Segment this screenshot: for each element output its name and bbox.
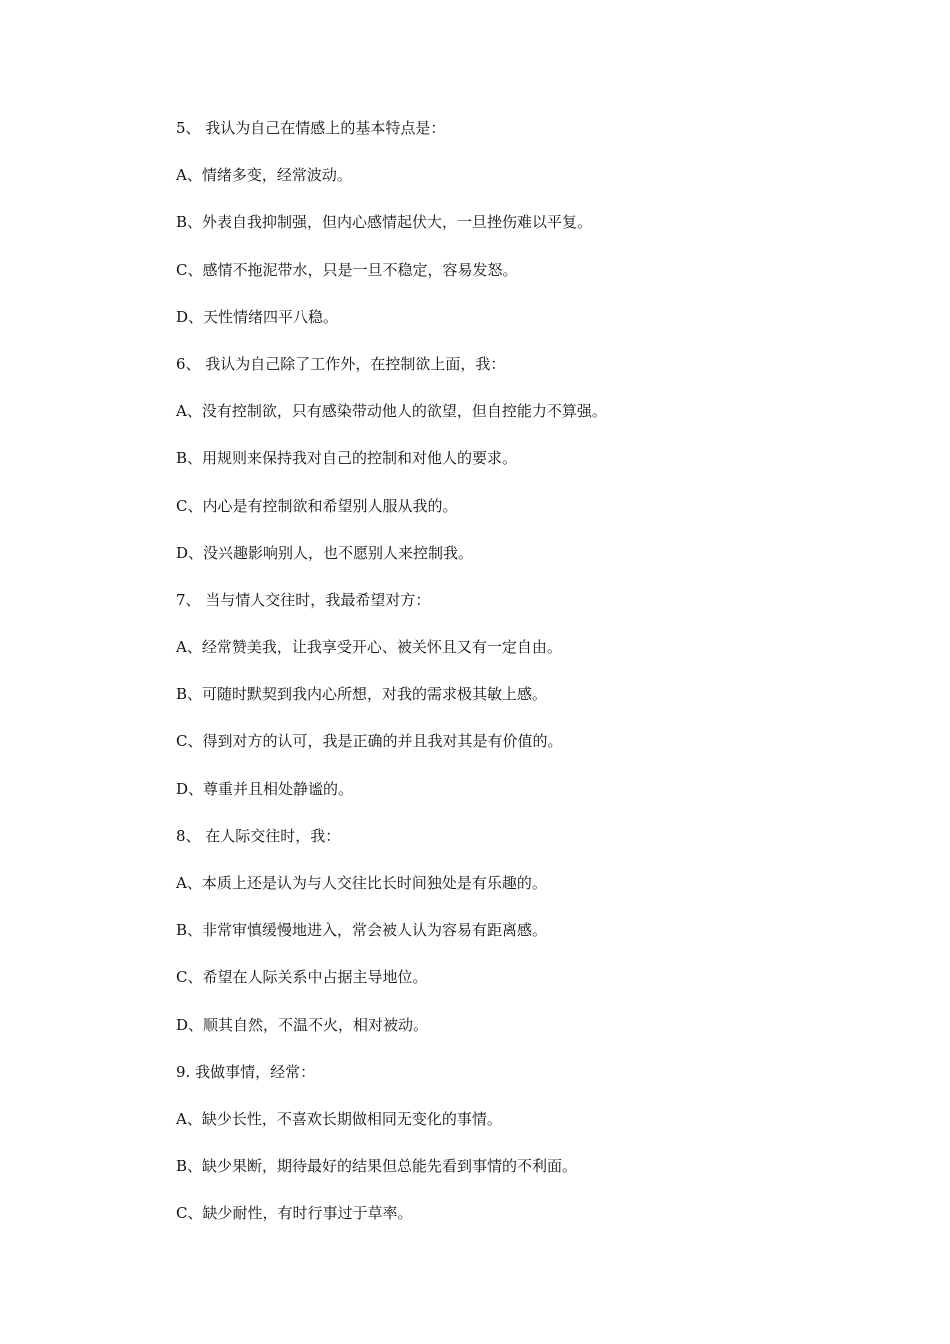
question-5-option-b: B、外表自我抑制强，但内心感情起伏大，一旦挫伤难以平复。 xyxy=(176,213,593,232)
question-8-option-b: B、非常审慎缓慢地进入，常会被人认为容易有距离感。 xyxy=(176,921,548,940)
question-6-text: 6、 我认为自己除了工作外，在控制欲上面，我： xyxy=(176,354,506,373)
question-9-text: 9. 我做事情，经常： xyxy=(176,1062,316,1081)
question-6-option-a: A、没有控制欲，只有感染带动他人的欲望，但自控能力不算强。 xyxy=(176,402,607,421)
question-5-option-c: C、感情不拖泥带水，只是一旦不稳定，容易发怒。 xyxy=(176,260,518,279)
question-8-option-c: C、希望在人际关系中占据主导地位。 xyxy=(176,968,428,987)
questionnaire-body xyxy=(176,118,876,1251)
question-8-option-d: D、顺其自然，不温不火，相对被动。 xyxy=(176,1015,429,1034)
question-8-text: 8、 在人际交往时，我： xyxy=(176,826,341,845)
question-7-option-b: B、可随时默契到我内心所想，对我的需求极其敏上感。 xyxy=(176,685,548,704)
question-6-option-c: C、内心是有控制欲和希望别人服从我的。 xyxy=(176,496,458,515)
question-9-option-a: A、缺少长性，不喜欢长期做相同无变化的事情。 xyxy=(176,1109,502,1128)
question-6-option-b: B、用规则来保持我对自己的控制和对他人的要求。 xyxy=(176,449,518,468)
question-7-option-d: D、尊重并且相处静谧的。 xyxy=(176,779,354,798)
question-9-option-c: C、缺少耐性，有时行事过于草率。 xyxy=(176,1204,413,1223)
question-6-option-d: D、没兴趣影响别人，也不愿别人来控制我。 xyxy=(176,543,474,562)
question-5-text: 5、 我认为自己在情感上的基本特点是： xyxy=(176,119,446,137)
question-8-option-a: A、本质上还是认为与人交往比长时间独处是有乐趣的。 xyxy=(176,874,547,892)
question-5-option-d: D、天性情绪四平八稳。 xyxy=(176,307,339,326)
question-7-option-a: A、经常赞美我，让我享受开心、被关怀且又有一定自由。 xyxy=(176,638,562,657)
question-5-option-a: A、情绪多变，经常波动。 xyxy=(176,166,352,185)
question-7-option-c: C、得到对方的认可，我是正确的并且我对其是有价值的。 xyxy=(176,732,563,751)
question-7-text: 7、 当与情人交往时，我最希望对方： xyxy=(176,590,431,609)
question-9-option-b: B、缺少果断，期待最好的结果但总能先看到事情的不利面。 xyxy=(176,1157,578,1176)
